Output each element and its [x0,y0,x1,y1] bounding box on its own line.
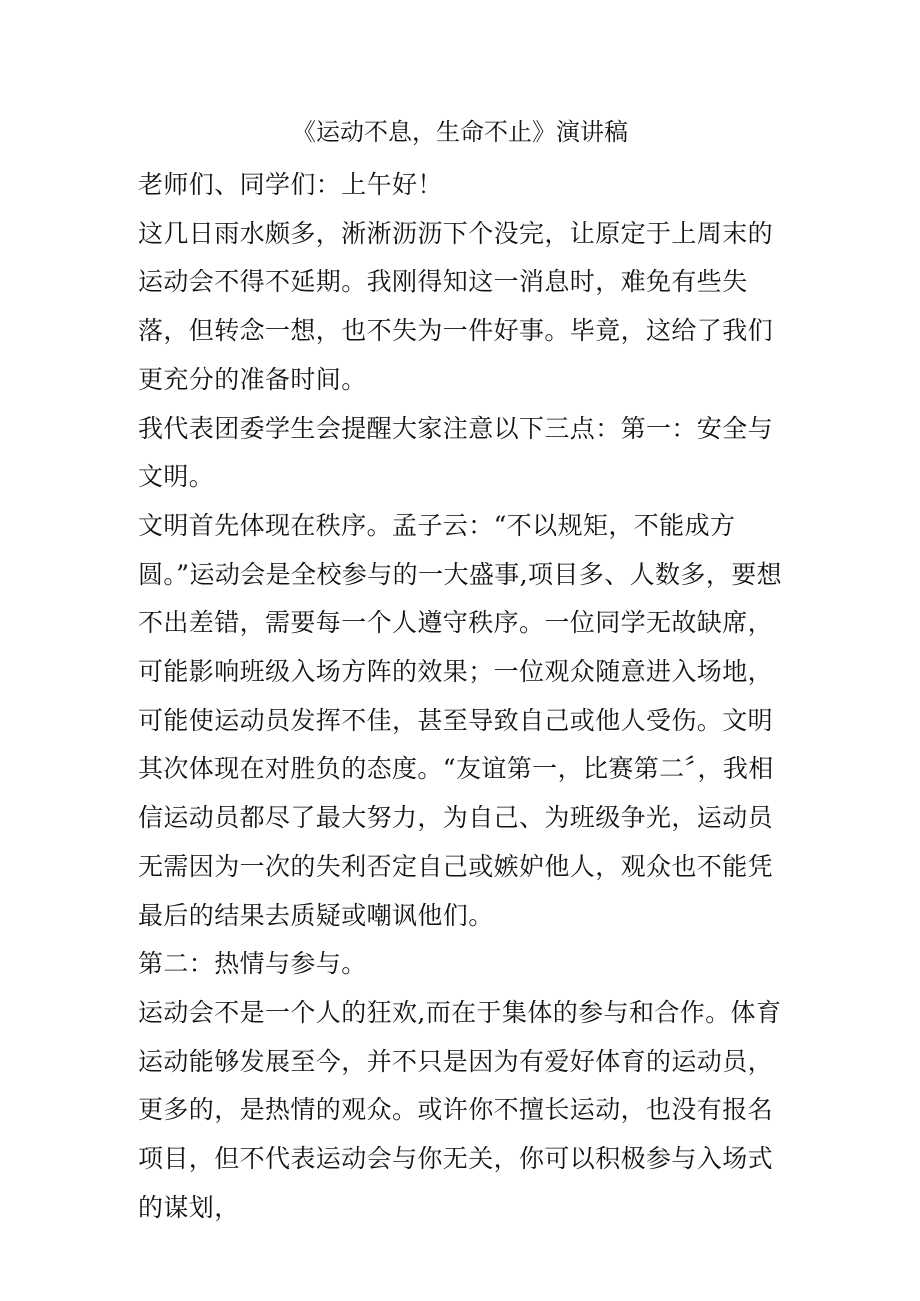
body-paragraph: 运动会不是一个人的狂欢,而在于集体的参与和合作。体育运动能够发展至今，并不只是因为有爱好体育的运动员，更多的，是热情的观众。或许你不擅长运动，也没有报名项目，但不代表运动会与你无关，你可以积极参与入场式的谋划， [138,997,782,1222]
section-heading-paragraph: 第二：热情与参与。 [138,949,367,979]
document-title: 《运动不息，生命不止》演讲稿 [292,118,628,146]
body-paragraph: 文明首先体现在秩序。孟子云：“不以规矩，不能成方圆。”运动会是全校参与的一大盛事,项目多、人数多，要想不出差错，需要每一个人遵守秩序。一位同学无故缺席，可能影响班级入场方阵的效果；一位观众随意进入场地，可能使运动员发挥不佳，甚至导致自己或他人受伤。文明其次体现在对胜负的态度。“友谊第一，比赛第二〞，我相信运动员都尽了最大努力，为自己、为班级争光，运动员无需因为一次的失利否定自己或嫉妒他人，观众也不能凭最后的结果去质疑或嘲讽他们。 [138,510,783,930]
greeting-paragraph: 老师们、同学们：上午好！ [138,170,443,199]
body-paragraph: 我代表团委学生会提醒大家注意以下三点：第一：安全与文明。 [138,413,774,492]
document-body [138,161,788,1232]
body-paragraph: 这几日雨水颇多，淅淅沥沥下个没完，让原定于上周末的运动会不得不延期。我刚得知这一消息时，难免有些失落，但转念一想，也不失为一件好事。毕竟，这给了我们更充分的准备时间。 [138,218,774,394]
